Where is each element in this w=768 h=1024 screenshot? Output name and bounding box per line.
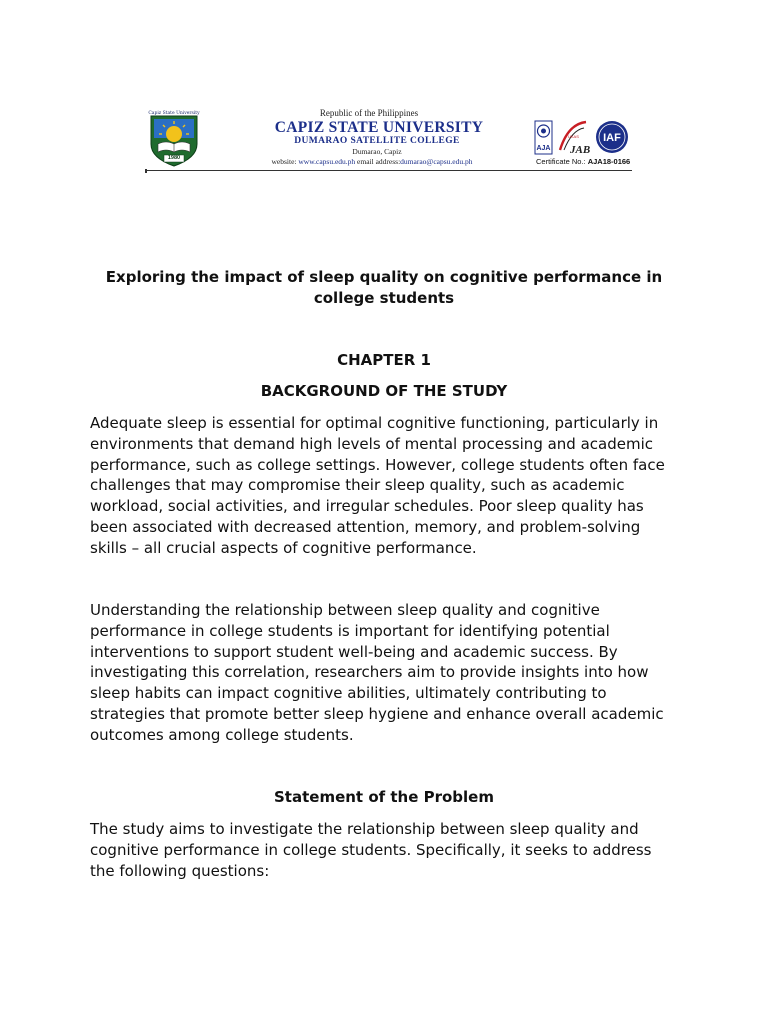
republic-line: Republic of the Philippines [319, 108, 419, 118]
contact-line [215, 157, 529, 167]
aja-logo-text: AJA [536, 145, 551, 152]
iaf-logo-text: IAF [603, 132, 621, 144]
certification-logos [534, 120, 632, 156]
seal-caption: Capiz State University [148, 111, 200, 116]
jab-logo-text: JAB [570, 144, 591, 156]
chapter-heading: CHAPTER 1 [337, 351, 431, 369]
ukas-logo-text: UKAS [568, 134, 579, 139]
university-name: CAPIZ STATE UNIVERSITY [274, 119, 484, 136]
aja-logo-icon [535, 121, 552, 154]
certificate-value: AJA18-0166 [587, 157, 631, 166]
email-link[interactable]: dumarao@capsu.edu.ph [400, 157, 473, 166]
paragraph-problem: The study aims to investigate the relationship between sleep quality and cognitive performance in college students. Specifically, it seeks to address the following questions: [90, 820, 652, 880]
university-seal-logo [147, 108, 201, 168]
college-name: DUMARAO SATELLITE COLLEGE [294, 136, 460, 146]
seal-year: 1980 [167, 155, 181, 161]
jab-logo-icon [560, 122, 590, 156]
certificate-number [536, 157, 630, 166]
letterhead-divider [145, 170, 632, 171]
paragraph-background-2: Understanding the relationship between sleep quality and cognitive performance in college students is important for identifying potential interventions to support student well-being and academic success. By investigating this correlation, researchers aim to provide insights into how sleep habits can impact cognitive abilities, ultimately contributing to strategies that promote better sleep hygiene and enhance overall academic outcomes among college students. [90, 601, 664, 744]
email-label: email address: [357, 157, 401, 166]
iaf-logo-icon [596, 121, 628, 153]
college-address: Dumarao, Capiz [352, 147, 402, 156]
letterhead-text [249, 108, 529, 167]
document-title: Exploring the impact of sleep quality on cognitive performance in college students [105, 268, 663, 307]
section-heading: BACKGROUND OF THE STUDY [260, 382, 508, 400]
letterhead [145, 108, 632, 174]
certificate-label: Certificate No.: [536, 157, 586, 166]
problem-heading: Statement of the Problem [274, 788, 494, 806]
paragraph-background-1: Adequate sleep is essential for optimal cognitive functioning, particularly in environments that demand high levels of mental processing and academic performance, such as college settings. However, college students often face challenges that may compromise their sleep quality, such as academic workload, social activities, and irregular schedules. Poor sleep quality has been associated with decreased attention, memory, and problem-solving skills – all crucial aspects of cognitive performance. [90, 414, 665, 557]
website-link[interactable]: www.capsu.edu.ph [298, 157, 356, 166]
website-label: website: [271, 157, 297, 166]
